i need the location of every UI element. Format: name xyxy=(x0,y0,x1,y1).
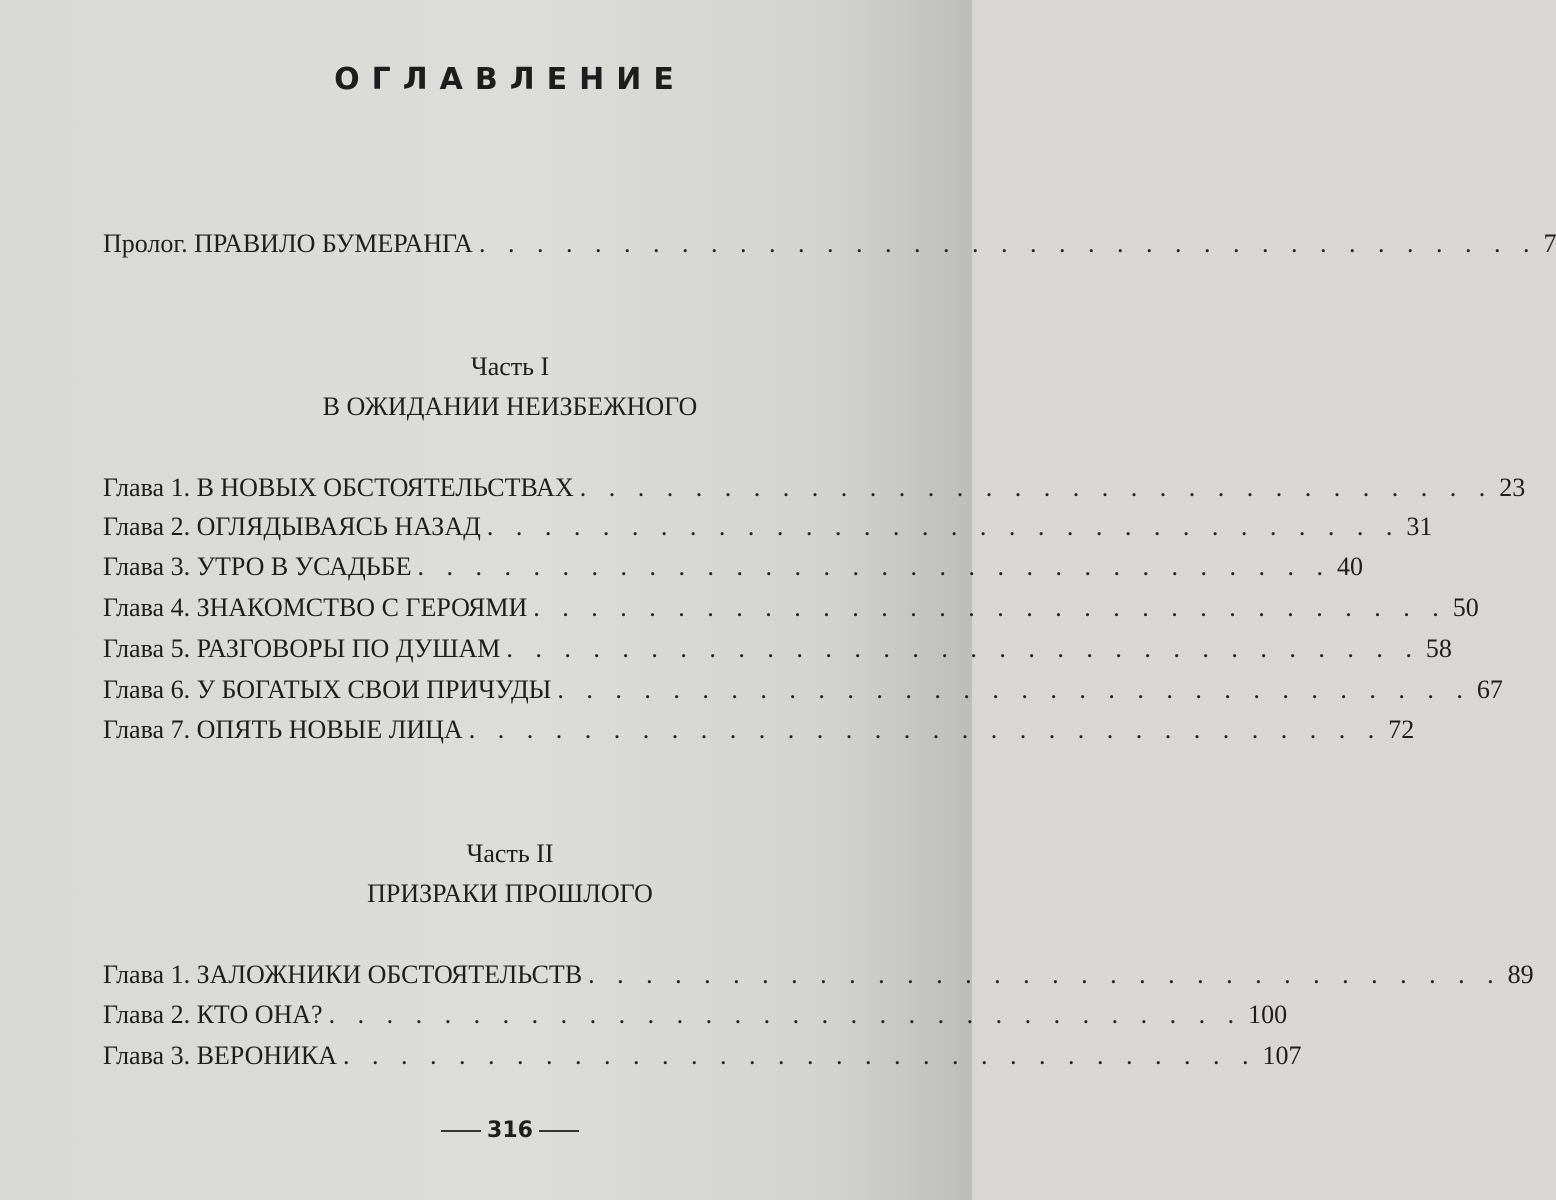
toc-entry-page: 58 xyxy=(1425,634,1452,663)
part-title: ПРИЗРАКИ ПРОШЛОГО xyxy=(367,879,653,908)
dot-leader: . . . . . . . . . . . . . . . . . . . . . . . . . . . . . . . . xyxy=(486,512,1401,541)
toc-entry xyxy=(103,1036,1302,1076)
dot-leader: . . . . . . . . . . . . . . . . . . . . . . . . . . . . . . . . xyxy=(343,1041,1257,1070)
footer-rule-left xyxy=(441,1130,481,1132)
dot-leader: . . . . . . . . . . . . . . . . . . . . . . . . . . . . . . . . xyxy=(579,473,1494,502)
toc-entry xyxy=(103,670,1503,710)
part-title: В ОЖИДАНИИ НЕИЗБЕЖНОГО xyxy=(322,392,698,421)
toc-entry-prologue xyxy=(103,224,1556,264)
toc-entry xyxy=(103,995,1288,1035)
toc-entry-page: 31 xyxy=(1406,512,1433,541)
dot-leader: . . . . . . . . . . . . . . . . . . . . . . . . . . . . . . . . xyxy=(557,675,1471,704)
toc-entry-label: Глава 3. УТРО В УСАДЬБЕ xyxy=(103,552,412,581)
dot-leader: . . . . . . . . . . . . . . . . . . . . . . . . . . . . . . . . xyxy=(328,1000,1243,1029)
page-title: ОГЛАВЛЕНИЕ xyxy=(334,62,686,97)
toc-entry-label: Глава 4. ЗНАКОМСТВО С ГЕРОЯМИ xyxy=(103,593,528,622)
toc-entry-label: Глава 1. ЗАЛОЖНИКИ ОБСТОЯТЕЛЬСТВ xyxy=(103,960,583,989)
page-number: 316 xyxy=(487,1118,533,1143)
toc-entry xyxy=(103,710,1415,750)
page-footer xyxy=(0,1118,1020,1143)
toc-entry xyxy=(103,507,1433,547)
toc-entry-page: 89 xyxy=(1507,960,1534,989)
toc-entry-page: 7 xyxy=(1543,229,1556,258)
toc-entry-label: Глава 2. ОГЛЯДЫВАЯСЬ НАЗАД xyxy=(103,512,481,541)
toc-entry xyxy=(103,955,1534,995)
toc-entry-page: 107 xyxy=(1262,1041,1302,1070)
dot-leader: . . . . . . . . . . . . . . . . . . . . . . . . . . . . . . . . xyxy=(417,552,1331,581)
toc-entry-page: 67 xyxy=(1476,675,1503,704)
dot-leader: . . . . . . . . . . . . . . . . . . . . . . . . . . . . . . . . xyxy=(506,634,1420,663)
toc-entry-page: 100 xyxy=(1248,1000,1288,1029)
dot-leader: . . . . . . . . . . . . . . . . . . . . . . . . . . . . . . . . xyxy=(588,960,1502,989)
part-number: Часть I xyxy=(470,352,550,381)
toc-entry-label: Глава 7. ОПЯТЬ НОВЫЕ ЛИЦА xyxy=(103,715,463,744)
toc-entry xyxy=(103,588,1479,628)
toc-entry xyxy=(103,468,1526,508)
toc-entry-label: Глава 2. КТО ОНА? xyxy=(103,1000,323,1029)
toc-entry-label: Глава 6. У БОГАТЫХ СВОИ ПРИЧУДЫ xyxy=(103,675,552,704)
dot-leader: . . . . . . . . . . . . . . . . . . . . . . . . . . . . . . . . xyxy=(468,715,1383,744)
dot-leader: . . . . . . . . . . . . . . . . . . . . . . . . . . . . . . . . . . . . . xyxy=(478,229,1538,258)
footer-rule-right xyxy=(539,1130,579,1132)
toc-entry xyxy=(103,547,1363,587)
toc-entry-page: 72 xyxy=(1388,715,1415,744)
toc-entry-label: Глава 5. РАЗГОВОРЫ ПО ДУШАМ xyxy=(103,634,501,663)
toc-entry-page: 40 xyxy=(1336,552,1363,581)
toc-entry-label: Глава 1. В НОВЫХ ОБСТОЯТЕЛЬСТВАХ xyxy=(103,473,574,502)
toc-entry-page: 23 xyxy=(1499,473,1526,502)
dot-leader: . . . . . . . . . . . . . . . . . . . . . . . . . . . . . . . . xyxy=(533,593,1447,622)
toc-entry-label: Глава 3. ВЕРОНИКА xyxy=(103,1041,338,1070)
part-number: Часть II xyxy=(466,839,554,868)
toc-entry xyxy=(103,629,1452,669)
toc-entry-label: Пролог. ПРАВИЛО БУМЕРАНГА xyxy=(103,229,473,258)
toc-entry-page: 50 xyxy=(1452,593,1479,622)
